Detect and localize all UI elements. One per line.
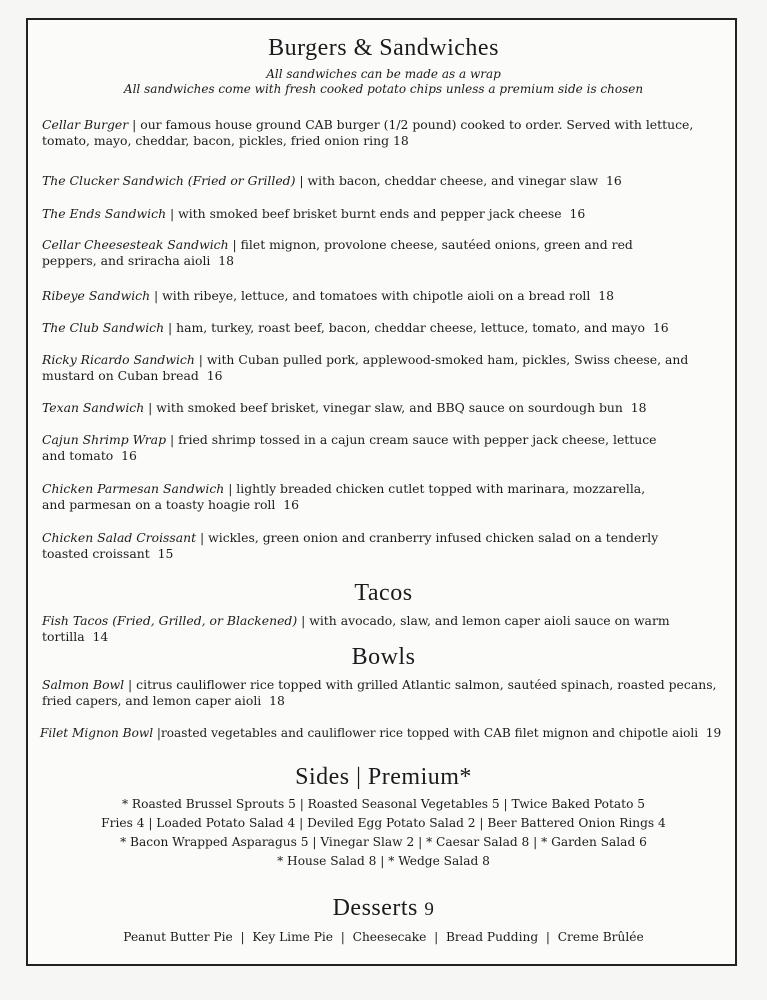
bowls-title: Bowls	[351, 644, 416, 670]
menu-frame	[26, 18, 737, 966]
menu-item-filet-mignon-bowl: Filet Mignon Bowl |roasted vegetables and cauliflower rice topped with CAB filet mignon and chipotle aioli 19	[40, 726, 722, 740]
menu-item-ends: The Ends Sandwich | with smoked beef brisket burnt ends and pepper jack cheese 16	[42, 206, 586, 221]
sides-line-4: * House Salad 8 | * Wedge Salad 8	[277, 854, 490, 868]
menu-item-chicken-salad: Chicken Salad Croissant | wickles, green onion and cranberry infused chicken salad on a tenderly toasted croissant 15	[42, 530, 659, 561]
menu-item-clucker: The Clucker Sandwich (Fried or Grilled) | with bacon, cheddar cheese, and vinegar slaw 16	[42, 173, 622, 188]
desserts-price: 9	[424, 899, 435, 920]
burgers-note-wrap: All sandwiches can be made as a wrap	[266, 67, 501, 81]
menu-item-chicken-parmesan: Chicken Parmesan Sandwich | lightly breaded chicken cutlet topped with marinara, mozzarella, and parmesan on a toasty hoagie roll 16	[42, 481, 646, 512]
sides-line-3: * Bacon Wrapped Asparagus 5 | Vinegar Slaw 2 | * Caesar Salad 8 | * Garden Salad 6	[120, 835, 647, 849]
menu-item-texan: Texan Sandwich | with smoked beef brisket, vinegar slaw, and BBQ sauce on sourdough bun 18	[42, 400, 647, 415]
sides-line-2: Fries 4 | Loaded Potato Salad 4 | Deviled Egg Potato Salad 2 | Beer Battered Onion Rings 4	[101, 816, 666, 830]
burgers-title: Burgers & Sandwiches	[268, 35, 499, 61]
burgers-note-chips: All sandwiches come with fresh cooked potato chips unless a premium side is chosen	[123, 82, 644, 96]
desserts-line: Peanut Butter Pie | Key Lime Pie | Cheesecake | Bread Pudding | Creme Brûlée	[123, 930, 644, 944]
menu-item-salmon-bowl: Salmon Bowl | citrus cauliflower rice topped with grilled Atlantic salmon, sautéed spinach, roasted pecans, fried capers, and lemon caper aioli 18	[42, 677, 717, 708]
desserts-title: Desserts 9	[332, 895, 435, 921]
menu-content	[42, 32, 725, 954]
menu-item-cheesesteak: Cellar Cheesesteak Sandwich | filet mignon, provolone cheese, sautéed onions, green and red peppers, and sriracha aioli 18	[42, 237, 633, 268]
menu-item-ricky-ricardo: Ricky Ricardo Sandwich | with Cuban pulled pork, applewood-smoked ham, pickles, Swiss cheese, and mustard on Cuban bread 16	[42, 352, 689, 383]
menu-item-ribeye: Ribeye Sandwich | with ribeye, lettuce, and tomatoes with chipotle aioli on a bread roll 18	[42, 288, 615, 303]
menu-item-cellar-burger: Cellar Burger | our famous house ground CAB burger (1/2 pound) cooked to order. Served with lettuce, tomato, mayo, cheddar, bacon, pickles, fried onion ring 18	[42, 117, 694, 148]
sides-line-1: * Roasted Brussel Sprouts 5 | Roasted Seasonal Vegetables 5 | Twice Baked Potato 5	[121, 797, 646, 811]
sides-title: Sides | Premium*	[295, 764, 472, 790]
menu-item-cajun-shrimp: Cajun Shrimp Wrap | fried shrimp tossed in a cajun cream sauce with pepper jack cheese, lettuce and tomato 16	[42, 432, 657, 463]
tacos-title: Tacos	[354, 580, 413, 606]
menu-item-club: The Club Sandwich | ham, turkey, roast beef, bacon, cheddar cheese, lettuce, tomato, and mayo 16	[42, 320, 669, 335]
menu-item-fish-tacos: Fish Tacos (Fried, Grilled, or Blackened) | with avocado, slaw, and lemon caper aioli sauce on warm tortilla 14	[42, 613, 670, 644]
